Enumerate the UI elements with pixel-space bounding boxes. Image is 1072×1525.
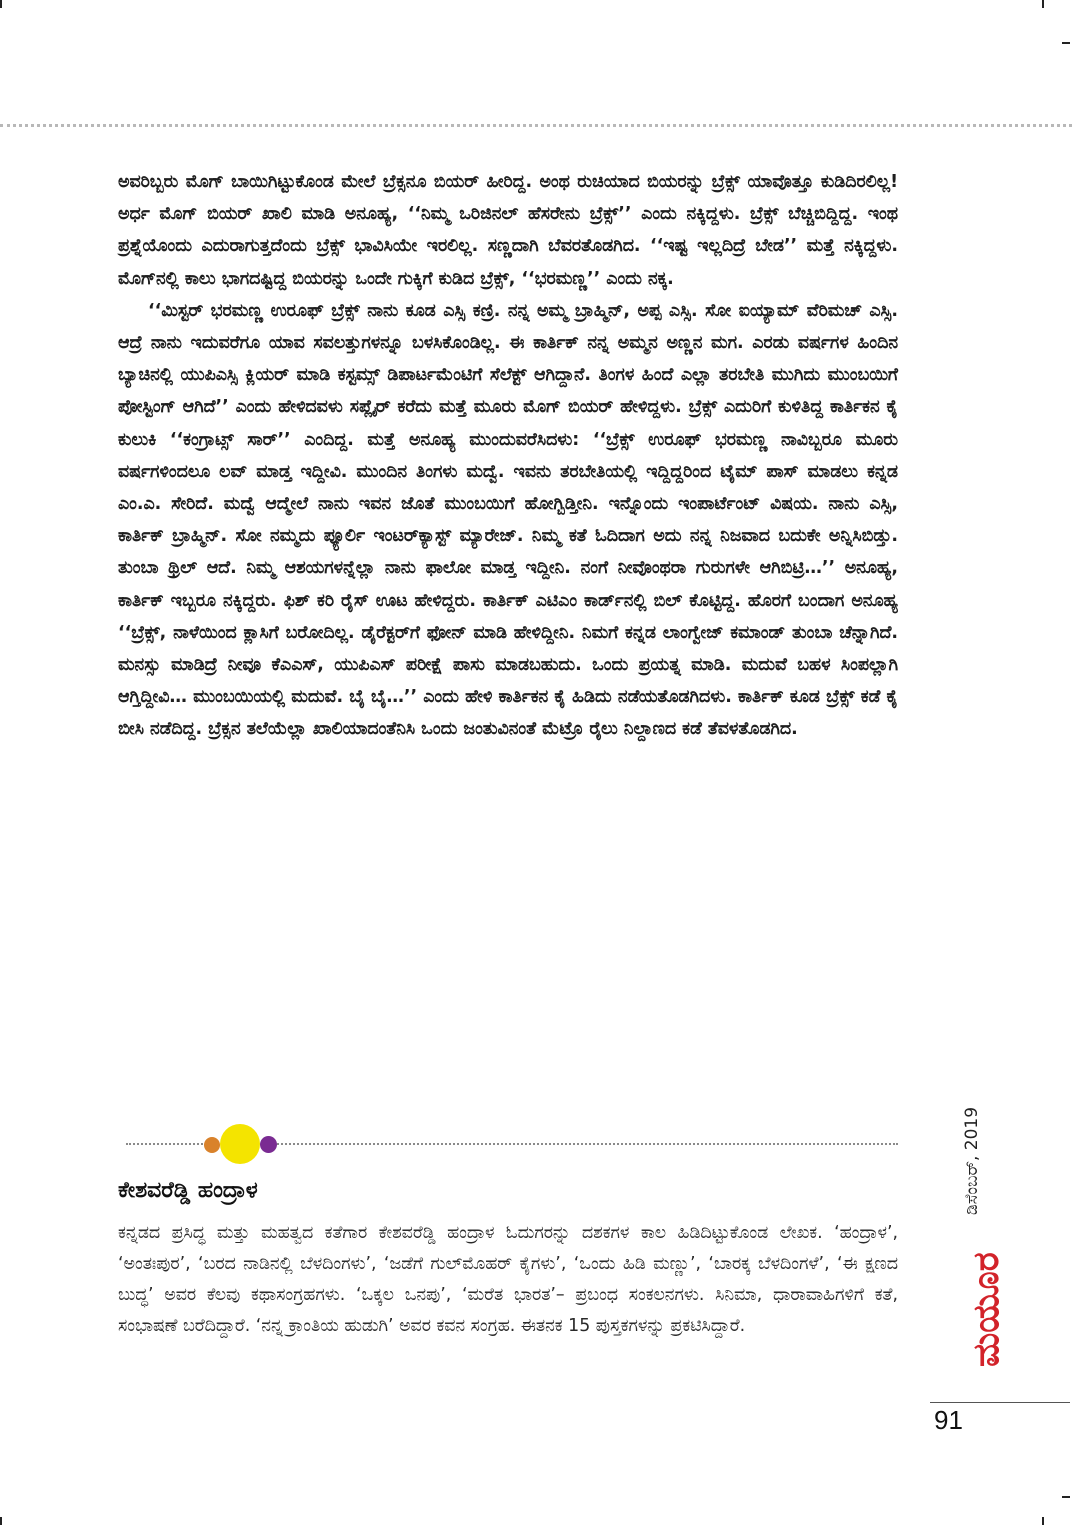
- crop-mark-right-lower: [1062, 1496, 1070, 1498]
- story-paragraph-1: ಅವರಿಬ್ಬರು ಮೊಗ್ ಬಾಯಿಗಿಟ್ಟುಕೊಂಡ ಮೇಲೆ ಬ್ರೆಕ್ಸನೂ ಬಿಯರ್ ಹೀರಿದ್ದ. ಅಂಥ ರುಚಿಯಾದ ಬಿಯರನ್ನು ಬ್ರೆಕ್ಸ್ ಯಾವೊತ್ತೂ ಕುಡಿದಿರಲಿಲ್ಲ! ಅರ್ಧ ಮೊಗ್ ಬಿಯರ್ ಖಾಲಿ ಮಾಡಿ ಅನೂಹ್ಯ, ‘‘ನಿಮ್ಮ ಒರಿಜಿನಲ್ ಹೆಸರೇನು ಬ್ರೆಕ್ಸ್’’ ಎಂದು ನಕ್ಕಿದ್ದಳು. ಬ್ರೆಕ್ಸ್ ಬೆಚ್ಚಿಬಿದ್ದಿದ್ದ. ಇಂಥ ಪ್ರಶ್ನೆಯೊಂದು ಎದುರಾಗುತ್ತದೆಂದು ಬ್ರೆಕ್ಸ್ ಭಾವಿಸಿಯೇ ಇರಲಿಲ್ಲ. ಸಣ್ಣದಾಗಿ ಬೆವರತೊಡಗಿದ. ‘‘ಇಷ್ಟ ಇಲ್ಲದಿದ್ರೆ ಬೇಡ’’ ಮತ್ತೆ ನಕ್ಕಿದ್ದಳು. ಮೊಗ್‌ನಲ್ಲಿ ಕಾಲು ಭಾಗದಷ್ಟಿದ್ದ ಬಿಯರನ್ನು ಒಂದೇ ಗುಕ್ಕಿಗೆ ಕುಡಿದ ಬ್ರೆಕ್ಸ್, ‘‘ಭರಮಣ್ಣ’’ ಎಂದು ನಕ್ಕ.: [118, 172, 898, 289]
- magazine-logo: ಮಯೂರ: [966, 1252, 1007, 1367]
- section-divider: [118, 1122, 898, 1166]
- author-bio-heading: ಕೇಶವರೆಡ್ಡಿ ಹಂದ್ರಾಳ: [118, 1178, 258, 1203]
- purple-dot-icon: [260, 1136, 277, 1153]
- author-bio-text: ಕನ್ನಡದ ಪ್ರಸಿದ್ಧ ಮತ್ತು ಮಹತ್ವದ ಕತೆಗಾರ ಕೇಶವರೆಡ್ಡಿ ಹಂದ್ರಾಳ ಓದುಗರನ್ನು ದಶಕಗಳ ಕಾಲ ಹಿಡಿದಿಟ್ಟುಕೊಂಡ ಲೇಖಕ. ‘ಹಂದ್ರಾಳ’, ‘ಅಂತಃಪುರ’, ‘ಬರದ ನಾಡಿನಲ್ಲಿ ಬೆಳದಿಂಗಳು’, ‘ಜಡೆಗೆ ಗುಲ್‌ಮೊಹರ್ ಕೈಗಳು’, ‘ಒಂದು ಹಿಡಿ ಮಣ್ಣು’, ‘ಬಾರಕ್ಕ ಬೆಳದಿಂಗಳೆ’, ‘ಈ ಕ್ಷಣದ ಬುದ್ಧ’ ಅವರ ಕೆಲವು ಕಥಾಸಂಗ್ರಹಗಳು. ‘ಒಕ್ಕಲ ಒನಪು’, ‘ಮರೆತ ಭಾರತ’– ಪ್ರಬಂಧ ಸಂಕಲನಗಳು. ಸಿನಿಮಾ, ಧಾರಾವಾಹಿಗಳಿಗೆ ಕತೆ, ಸಂಭಾಷಣೆ ಬರೆದಿದ್ದಾರೆ. ‘ನನ್ನ ಕ್ರಾಂತಿಯ ಹುಡುಗಿ’ ಅವರ ಕವನ ಸಂಗ್ರಹ. ಈತನಕ 15 ಪುಸ್ತಕಗಳನ್ನು ಪ್ರಕಟಿಸಿದ್ದಾರೆ.: [118, 1223, 898, 1336]
- yellow-dot-icon: [220, 1124, 260, 1164]
- crop-mark-bottom-left: [0, 1517, 2, 1525]
- orange-dot-icon: [204, 1137, 220, 1153]
- crop-mark-right-upper: [1062, 42, 1070, 44]
- issue-date: ಡಿಸೆಂಬರ್, 2019: [962, 1106, 982, 1215]
- crop-mark-top-left: [0, 0, 2, 8]
- story-body: [118, 166, 898, 746]
- crop-mark-bottom-right: [1042, 1517, 1044, 1525]
- crop-mark-top-right: [1042, 0, 1044, 8]
- story-paragraph-2: ‘‘ಮಿಸ್ಟರ್ ಭರಮಣ್ಣ ಉರೂಫ್ ಬ್ರೆಕ್ಸ್ ನಾನು ಕೂಡ ಎಸ್ಸಿ ಕಣ್ರಿ. ನನ್ನ ಅಮ್ಮ ಬ್ರಾಹ್ಮಿನ್, ಅಪ್ಪ ಎಸ್ಸಿ. ಸೋ ಐಯ್ಯಾಮ್ ವೆರಿಮಚ್ ಎಸ್ಸಿ. ಆದ್ರೆ ನಾನು ಇದುವರೆಗೂ ಯಾವ ಸವಲತ್ತುಗಳನ್ನೂ ಬಳಸಿಕೊಂಡಿಲ್ಲ. ಈ ಕಾರ್ತಿಕ್ ನನ್ನ ಅಮ್ಮನ ಅಣ್ಣನ ಮಗ. ಎರಡು ವರ್ಷಗಳ ಹಿಂದಿನ ಬ್ಯಾಚಿನಲ್ಲಿ ಯುಪಿಎಸ್ಸಿ ಕ್ಲಿಯರ್ ಮಾಡಿ ಕಸ್ಟಮ್ಸ್ ಡಿಪಾರ್ಟಮೆಂಟಿಗೆ ಸೆಲೆಕ್ಟ್ ಆಗಿದ್ದಾನೆ. ತಿಂಗಳ ಹಿಂದೆ ಎಲ್ಲಾ ತರಬೇತಿ ಮುಗಿದು ಮುಂಬಯಿಗೆ ಪೋಸ್ಟಿಂಗ್ ಆಗಿದೆ’’ ಎಂದು ಹೇಳಿದವಳು ಸಪ್ಲೈರ್ ಕರೆದು ಮತ್ತೆ ಮೂರು ಮೊಗ್ ಬಿಯರ್ ಹೇಳಿದ್ದಳು. ಬ್ರೆಕ್ಸ್ ಎದುರಿಗೆ ಕುಳಿತಿದ್ದ ಕಾರ್ತಿಕನ ಕೈ ಕುಲುಕಿ ‘‘ಕಂಗ್ರಾಟ್ಸ್ ಸಾರ್’’ ಎಂದಿದ್ದ. ಮತ್ತೆ ಅನೂಹ್ಯ ಮುಂದುವರೆಸಿದಳು: ‘‘ಬ್ರೆಕ್ಸ್ ಉರೂಫ್ ಭರಮಣ್ಣ ನಾವಿಬ್ಬರೂ ಮೂರು ವರ್ಷಗಳಿಂದಲೂ ಲವ್ ಮಾಡ್ತ ಇದ್ದೀವಿ. ಮುಂದಿನ ತಿಂಗಳು ಮದ್ವೆ. ಇವನು ತರಬೇತಿಯಲ್ಲಿ ಇದ್ದಿದ್ದರಿಂದ ಟೈಮ್ ಪಾಸ್ ಮಾಡಲು ಕನ್ನಡ ಎಂ.ಎ. ಸೇರಿದೆ. ಮದ್ವೆ ಆದ್ಮೇಲೆ ನಾನು ಇವನ ಜೊತೆ ಮುಂಬಯಿಗೆ ಹೋಗ್ಬಿಡ್ತೀನಿ. ಇನ್ನೊಂದು ಇಂಪಾರ್ಟೆಂಟ್ ವಿಷಯ. ನಾನು ಎಸ್ಸಿ, ಕಾರ್ತಿಕ್ ಬ್ರಾಹ್ಮಿನ್. ಸೋ ನಮ್ಮದು ಪ್ಯೂರ್ಲಿ ಇಂಟರ್‌ಕ್ಯಾಸ್ಟ್ ಮ್ಯಾರೇಜ್. ನಿಮ್ಮ ಕತೆ ಓದಿದಾಗ ಅದು ನನ್ನ ನಿಜವಾದ ಬದುಕೇ ಅನ್ನಿಸಿಬಿಡ್ತು. ತುಂಬಾ ಥ್ರಿಲ್ ಆದೆ. ನಿಮ್ಮ ಆಶಯಗಳನ್ನೆಲ್ಲಾ ನಾನು ಫಾಲೋ ಮಾಡ್ತ ಇದ್ದೀನಿ. ನಂಗೆ ನೀವೊಂಥರಾ ಗುರುಗಳೇ ಆಗಿಬಿಟ್ರಿ…’’ ಅನೂಹ್ಯ, ಕಾರ್ತಿಕ್ ಇಬ್ಬರೂ ನಕ್ಕಿದ್ದರು. ಫಿಶ್ ಕರಿ ರೈಸ್ ಊಟ ಹೇಳಿದ್ದರು. ಕಾರ್ತಿಕ್ ಎಟಿಎಂ ಕಾರ್ಡ್‌ನಲ್ಲಿ ಬಿಲ್ ಕೊಟ್ಟಿದ್ದ. ಹೊರಗೆ ಬಂದಾಗ ಅನೂಹ್ಯ ‘‘ಬ್ರೆಕ್ಸ್, ನಾಳೆಯಿಂದ ಕ್ಲಾಸಿಗೆ ಬರೋದಿಲ್ಲ. ಡೈರೆಕ್ಟರ್‌ಗೆ ಫೋನ್ ಮಾಡಿ ಹೇಳಿದ್ದೀನಿ. ನಿಮಗೆ ಕನ್ನಡ ಲಾಂಗ್ವೇಜ್ ಕಮಾಂಡ್ ತುಂಬಾ ಚೆನ್ನಾಗಿದೆ. ಮನಸ್ಸು ಮಾಡಿದ್ರೆ ನೀವೂ ಕೆಎಎಸ್, ಯುಪಿಎಸ್ ಪರೀಕ್ಷೆ ಪಾಸು ಮಾಡಬಹುದು. ಒಂದು ಪ್ರಯತ್ನ ಮಾಡಿ. ಮದುವೆ ಬಹಳ ಸಿಂಪಲ್ಲಾಗಿ ಆಗ್ತಿದ್ದೀವಿ… ಮುಂಬಯಿಯಲ್ಲಿ ಮದುವೆ. ಬೈ ಬೈ…’’ ಎಂದು ಹೇಳಿ ಕಾರ್ತಿಕನ ಕೈ ಹಿಡಿದು ನಡೆಯತೊಡಗಿದಳು. ಕಾರ್ತಿಕ್ ಕೂಡ ಬ್ರೆಕ್ಸ್ ಕಡೆ ಕೈ ಬೀಸಿ ನಡೆದಿದ್ದ. ಬ್ರೆಕ್ಸನ ತಲೆಯೆಲ್ಲಾ ಖಾಲಿಯಾದಂತೆನಿಸಿ ಒಂದು ಜಂತುವಿನಂತೆ ಮೆಟ್ರೊ ರೈಲು ನಿಲ್ದಾಣದ ಕಡೆ ತೆವಳತೊಡಗಿದ.: [118, 300, 898, 740]
- page-number-rule: [930, 1402, 1070, 1403]
- top-dotted-rule: [0, 124, 1072, 127]
- page-number: 91: [934, 1405, 963, 1435]
